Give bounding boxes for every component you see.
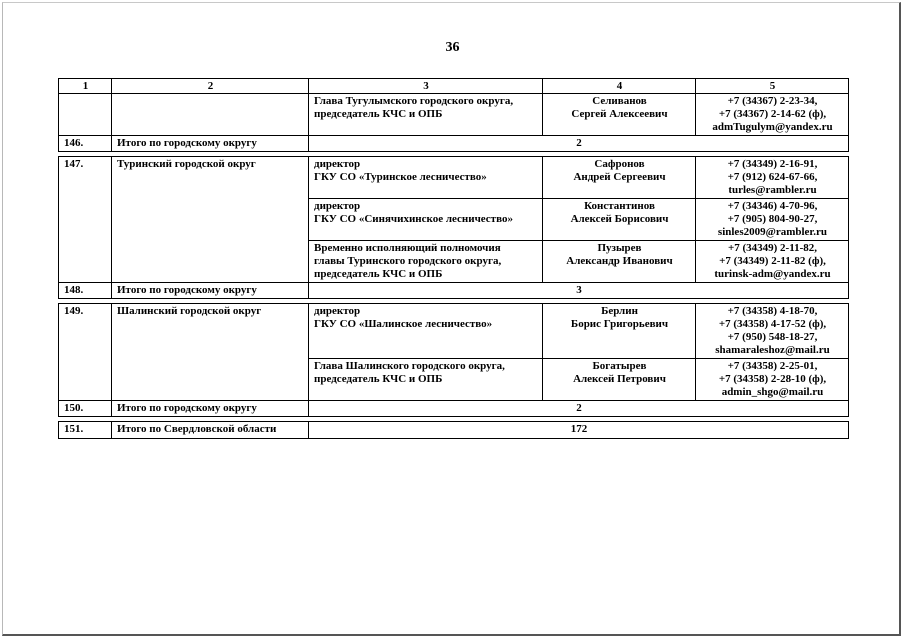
table-row bbox=[59, 157, 849, 199]
position-cell bbox=[309, 304, 543, 359]
phone: +7 (34346) 4-70-96, bbox=[727, 200, 818, 212]
position-line: ГКУ СО «Туринское лесничество» bbox=[314, 171, 487, 183]
total-label: Итого по Свердловской области bbox=[112, 422, 309, 439]
header-row bbox=[59, 79, 849, 94]
name-cell bbox=[543, 157, 696, 199]
contacts-cell bbox=[696, 359, 849, 401]
phone: +7 (34358) 4-18-70, bbox=[727, 305, 818, 317]
total-label: Итого по городскому округу bbox=[112, 136, 309, 152]
contacts-cell bbox=[696, 199, 849, 241]
contacts-cell bbox=[696, 94, 849, 136]
position-line: председатель КЧС и ОПБ bbox=[314, 373, 443, 385]
table-row bbox=[59, 304, 849, 359]
total-value: 2 bbox=[309, 136, 849, 152]
column-header: 2 bbox=[112, 79, 309, 94]
name-cell bbox=[543, 199, 696, 241]
surname: Сафронов bbox=[594, 158, 645, 170]
email: sinles2009@rambler.ru bbox=[717, 226, 828, 238]
row-number: 149. bbox=[59, 304, 112, 401]
total-row bbox=[59, 136, 849, 152]
given-name: Андрей Сергеевич bbox=[573, 171, 666, 183]
row-number: 147. bbox=[59, 157, 112, 283]
contacts-cell bbox=[696, 157, 849, 199]
surname: Пузырев bbox=[597, 242, 642, 254]
district-cell bbox=[112, 94, 309, 136]
given-name: Борис Григорьевич bbox=[570, 318, 669, 330]
total-value: 2 bbox=[309, 401, 849, 417]
phone: +7 (912) 624-67-66, bbox=[727, 171, 818, 183]
position-line: председатель КЧС и ОПБ bbox=[314, 108, 443, 120]
phone: +7 (34358) 2-25-01, bbox=[727, 360, 818, 372]
total-row bbox=[59, 283, 849, 299]
email: turles@rambler.ru bbox=[728, 184, 817, 196]
fax: +7 (34358) 4-17-52 (ф), bbox=[718, 318, 827, 330]
position-line: Временно исполняющий полномочия bbox=[314, 242, 501, 254]
surname: Берлин bbox=[601, 305, 638, 317]
total-value: 3 bbox=[309, 283, 849, 299]
position-line: ГКУ СО «Шалинское лесничество» bbox=[314, 318, 493, 330]
name-cell bbox=[543, 94, 696, 136]
column-header: 3 bbox=[309, 79, 543, 94]
fax: +7 (34358) 2-28-10 (ф), bbox=[718, 373, 827, 385]
position-line: ГКУ СО «Синячихинское лесничество» bbox=[314, 213, 513, 225]
position-line: председатель КЧС и ОПБ bbox=[314, 268, 443, 280]
name-cell bbox=[543, 359, 696, 401]
table-row bbox=[59, 94, 849, 136]
position-cell bbox=[309, 94, 543, 136]
total-row bbox=[59, 401, 849, 417]
row-number: 146. bbox=[59, 136, 112, 152]
row-number-cell bbox=[59, 94, 112, 136]
total-label: Итого по городскому округу bbox=[112, 283, 309, 299]
column-header: 1 bbox=[59, 79, 112, 94]
position-line: директор bbox=[314, 158, 361, 170]
given-name: Александр Иванович bbox=[566, 255, 673, 267]
contacts-cell bbox=[696, 304, 849, 359]
surname: Константинов bbox=[584, 200, 655, 212]
district-name: Туринский городской округ bbox=[112, 157, 309, 283]
email: admTugulym@yandex.ru bbox=[712, 121, 833, 133]
phone: +7 (34349) 2-16-91, bbox=[727, 158, 818, 170]
grand-total-row bbox=[59, 422, 849, 439]
position-cell bbox=[309, 359, 543, 401]
phone: +7 (34367) 2-23-34, bbox=[727, 95, 818, 107]
given-name: Алексей Петрович bbox=[573, 373, 666, 385]
given-name: Сергей Алексеевич bbox=[571, 108, 668, 120]
position-line: директор bbox=[314, 200, 361, 212]
total-label: Итого по городскому округу bbox=[112, 401, 309, 417]
row-number: 150. bbox=[59, 401, 112, 417]
district-name: Шалинский городской округ bbox=[112, 304, 309, 401]
position-line: Глава Тугулымского городского округа, bbox=[314, 95, 514, 107]
position-cell bbox=[309, 157, 543, 199]
position-cell bbox=[309, 199, 543, 241]
name-cell bbox=[543, 304, 696, 359]
total-value: 172 bbox=[309, 422, 849, 439]
surname: Селиванов bbox=[592, 95, 647, 107]
fax: +7 (34349) 2-11-82 (ф), bbox=[719, 255, 826, 267]
name-cell bbox=[543, 241, 696, 283]
email: turinsk-adm@yandex.ru bbox=[714, 268, 831, 280]
position-line: Глава Шалинского городского округа, bbox=[314, 360, 505, 372]
contacts-cell bbox=[696, 241, 849, 283]
column-header: 5 bbox=[696, 79, 849, 94]
given-name: Алексей Борисович bbox=[570, 213, 669, 225]
email: shamaraleshoz@mail.ru bbox=[715, 344, 830, 356]
row-number: 148. bbox=[59, 283, 112, 299]
position-line: главы Туринского городского округа, bbox=[314, 255, 502, 267]
row-number: 151. bbox=[59, 422, 112, 439]
page-number: 36 bbox=[445, 40, 460, 55]
email: admin_shgo@mail.ru bbox=[721, 386, 824, 398]
contacts-table bbox=[58, 78, 849, 439]
position-line: директор bbox=[314, 305, 361, 317]
phone: +7 (34349) 2-11-82, bbox=[727, 242, 818, 254]
phone: +7 (950) 548-18-27, bbox=[727, 331, 818, 343]
surname: Богатырев bbox=[592, 360, 647, 372]
column-header: 4 bbox=[543, 79, 696, 94]
fax: +7 (34367) 2-14-62 (ф), bbox=[718, 108, 827, 120]
phone: +7 (905) 804-90-27, bbox=[727, 213, 818, 225]
position-cell bbox=[309, 241, 543, 283]
